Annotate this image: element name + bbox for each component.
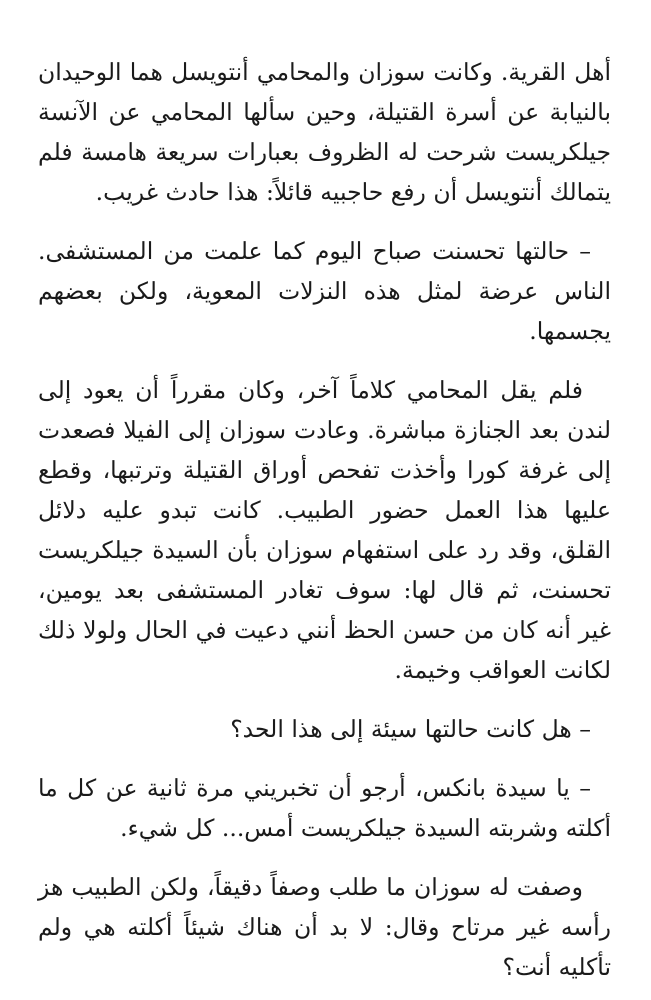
paragraph-4: – هل كانت حالتها سيئة إلى هذا الحد؟ bbox=[230, 715, 591, 743]
paragraph-2: – حالتها تحسنت صباح اليوم كما علمت من المستشفى. الناس عرضة لمثل هذه النزلات المعوية، ولكن بعضهم يجسمها. bbox=[38, 237, 611, 345]
paragraph-1: أهل القرية. وكانت سوزان والمحامي أنتويسل هما الوحيدان بالنيابة عن أسرة القتيلة، وحين سألها المحامي عن الآنسة جيلكريست شرحت له الظروف بعبارات سريعة هامسة فلم يتمالك أنتويسل أن رفع حاجبيه قائلاً: هذا حادث غريب. bbox=[38, 58, 611, 206]
paragraph-6: وصفت له سوزان ما طلب وصفاً دقيقاً، ولكن الطبيب هز رأسه غير مرتاح وقال: لا بد أن هناك شيئاً أكلته هي ولم تأكليه أنت؟ bbox=[38, 873, 611, 981]
paragraph-3: فلم يقل المحامي كلاماً آخر، وكان مقرراً أن يعود إلى لندن بعد الجنازة مباشرة. وعادت سوزان إلى الفيلا فصعدت إلى غرفة كورا وأخذت تفحص أوراق القتيلة وترتبها، وقطع عليها هذا العمل حضور الطبيب. كانت تبدو عليه دلائل القلق، وقد رد على استفهام سوزان بأن السيدة جيلكريست تحسنت، ثم قال لها: سوف تغادر المستشفى بعد يومين، غير أنه كان من حسن الحظ أنني دعيت في الحال ولولا ذلك لكانت العواقب وخيمة. bbox=[38, 376, 611, 684]
paragraph-5: – يا سيدة بانكس، أرجو أن تخبريني مرة ثانية عن كل ما أكلته وشربته السيدة جيلكريست أمس... كل شيء. bbox=[38, 774, 611, 842]
